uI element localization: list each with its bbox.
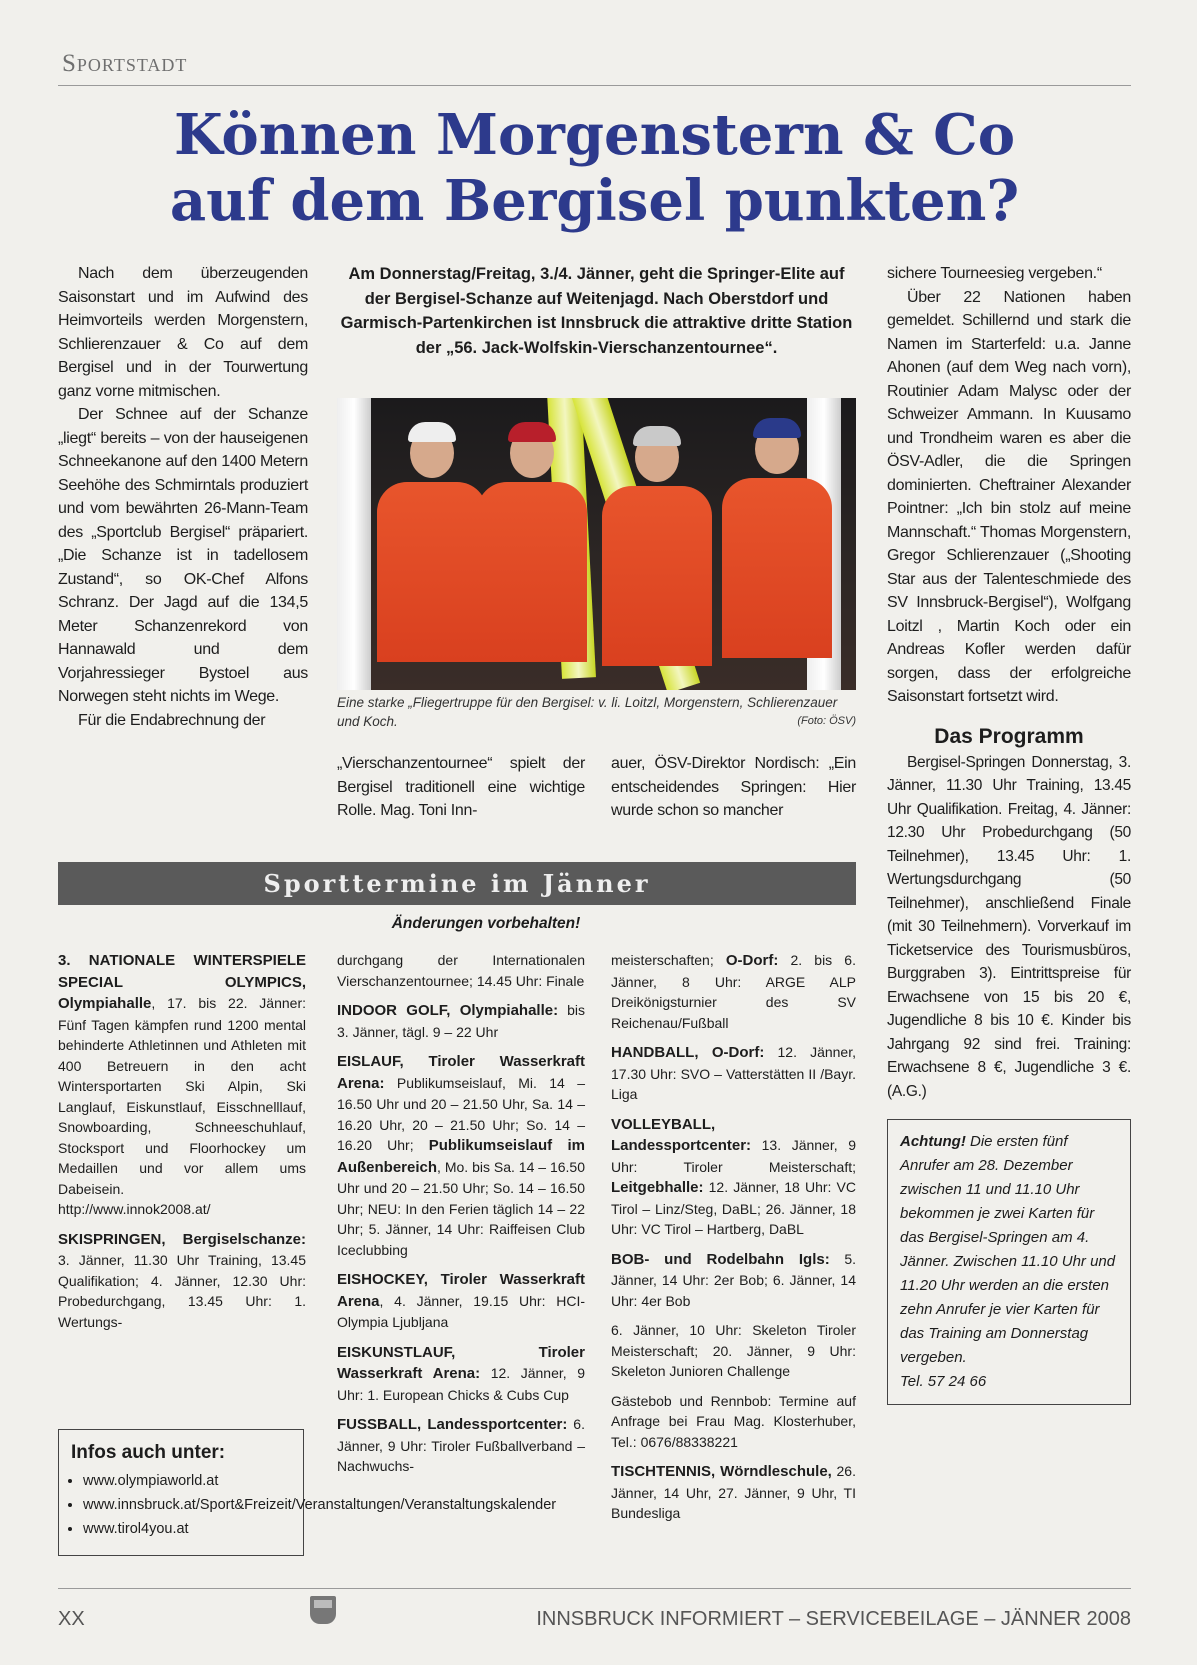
infos-link[interactable]: • www.olympiaworld.at — [83, 1471, 291, 1492]
event-entry — [337, 1000, 585, 1042]
event-entry — [611, 1320, 856, 1382]
header-divider — [58, 85, 1131, 86]
paragraph: Über 22 Nationen haben gemeldet. Schillernd und stark die Namen im Starterfeld: u.a. Janne Ahonen (auf dem Weg nach vorn), Routinier Adam Malysc oder der Schweizer Ammann. In Kuusamo und Trondheim waren es aber die ÖSV-Adler, die die Springen dominierten. Cheftrainer Alexander Pointner: „Ich bin stolz auf meine Mannschaft.“ Thomas Morgenstern, Gregor Schlierenzauer („Shooting Star aus der Talenteschmiede des SV Innsbruck-Bergisel“), Wolfgang Loitzl , Martin Koch oder ein Andreas Kofler werden dafür sorgen, dass der erfolgreiche Saisonstart fortsetzt wird. — [887, 288, 1131, 705]
event-entry — [58, 1199, 306, 1220]
event-heading: EISHOCKEY, Tiroler Wasserkraft Arena — [337, 1271, 585, 1310]
events-column-1 — [58, 950, 306, 1341]
page-number: XX — [58, 1608, 85, 1630]
headline-line-1: Können Morgenstern & Co — [173, 102, 1016, 168]
event-details: 12. Jänner, 18 Uhr: VC Tirol – Linz/Steg, DaBL; 26. Jänner, 18 Uhr: VC Tirol – Hartberg, DaBL — [611, 1179, 856, 1237]
right-column — [887, 262, 1131, 1405]
event-details: , 17. bis 22. Jänner: Fünf Tagen kämpfen rund 1200 mental behinderte Athletinnen und Athleten mit 400 Betreuern in den acht Wintersportarten Ski Alpin, Ski Langlauf, Eiskunstlauf, Eisschnelllauf, Snowboarding, Schneeschuhlauf, Stocksport und Floorhockey um Medaillen und vor allem ums Dabeisein. — [58, 995, 306, 1197]
event-entry — [337, 1342, 585, 1406]
event-details: , 4. Jänner, 19.15 Uhr: HCI-Olympia Ljubljana — [337, 1292, 585, 1330]
infos-link[interactable]: • www.innsbruck.at/Sport&Freizeit/Veranstaltungen/Veranstaltungskalender — [83, 1495, 291, 1516]
achtung-text: Die ersten fünf Anrufer am 28. Dezember zwischen 11 und 11.10 Uhr bekommen je zwei Karten für das Bergisel-Springen am 4. Jänner. Zwischen 11.10 Uhr und 11.20 Uhr werden an die ersten zehn Anrufer je vier Karten für das Training am Donnerstag vergeben. — [900, 1133, 1116, 1366]
event-heading: O-Dorf: — [725, 952, 779, 969]
article-column-2 — [337, 752, 585, 823]
publication-footer: INNSBRUCK INFORMIERT – SERVICEBEILAGE – JÄNNER 2008 — [536, 1608, 1131, 1630]
event-heading: Leitgebhalle: — [611, 1179, 704, 1196]
event-details: 6. Jänner, 9 Uhr: Tiroler Fußballverband – Nachwuchs- — [337, 1416, 585, 1474]
event-heading: Publikumseislauf im Außenbereich — [337, 1137, 586, 1176]
event-details: 5. Jänner, 14 Uhr: 2er Bob; 6. Jänner, 14 Uhr: 4er Bob — [611, 1250, 856, 1309]
achtung-label: Achtung! — [900, 1133, 966, 1150]
event-entry — [58, 950, 306, 1199]
event-heading: SKISPRINGEN, Bergiselschanze: — [58, 1230, 306, 1248]
article-column-1 — [58, 262, 308, 732]
event-entry — [611, 1461, 856, 1524]
event-details: 13. Jänner, 9 Uhr: Tiroler Meisterschaft; — [611, 1137, 856, 1175]
event-entry — [337, 950, 585, 991]
paragraph: „Vierschanzentournee“ spielt der Bergisel traditionell eine wichtige Rolle. Mag. Toni Inn- — [337, 755, 585, 819]
programm-text-block — [887, 751, 1131, 1104]
article-intro: Am Donnerstag/Freitag, 3./4. Jänner, geht die Springer-Elite auf der Bergisel-Schanze auf Weitenjagd. Nach Oberstdorf und Garmisch-Partenkirchen ist Innsbruck die attraktive dritte Station der „56. Jack-Wolfskin-Vierschanzentournee“. — [340, 265, 853, 357]
article-column-4 — [887, 262, 1131, 709]
event-entry — [337, 1414, 585, 1477]
events-note: Änderungen vorbehalten! — [391, 915, 581, 932]
caption-text: Eine starke „Fliegertruppe für den Bergisel: v. li. Loitzl, Morgenstern, Schlierenzauer und Koch. — [337, 695, 838, 729]
event-entry — [337, 1269, 585, 1333]
footer-divider — [58, 1588, 1131, 1589]
event-details: meisterschaften; — [611, 952, 726, 968]
paragraph: Nach dem überzeugenden Saisonstart und im Aufwind des Heimvorteils werden Morgenstern, Schlierenzauer & Co auf dem Bergisel und in der Tourwertung ganz vorne mitmischen. — [58, 265, 308, 400]
event-details: http://www.innok2008.at/ — [58, 1201, 211, 1217]
city-crest-logo — [310, 1596, 336, 1624]
event-heading: BOB- und Rodelbahn Igls: — [611, 1250, 830, 1268]
events-column-2 — [337, 950, 585, 1486]
events-column-3 — [611, 950, 856, 1533]
event-details: Gästebob und Rennbob: Termine auf Anfrage bei Frau Mag. Klosterhuber, Tel.: 0676/88338221 — [611, 1392, 856, 1450]
event-details: Publikumseislauf, Mi. 14 – 16.50 Uhr und 20 – 21.50 Uhr, Sa. 14 – 16.20 Uhr, 20 – 21.50 Uhr; So. 14 – 16.20 Uhr; — [337, 1074, 585, 1153]
photo-caption — [337, 693, 856, 731]
event-heading: HANDBALL, O-Dorf: — [611, 1044, 765, 1061]
photo-credit: (Foto: ÖSV) — [797, 715, 856, 727]
paragraph: auer, ÖSV-Direktor Nordisch: „Ein entscheidendes Springen: Hier wurde schon so mancher — [611, 755, 856, 819]
headline-line-2: auf dem Bergisel punkten? — [169, 168, 1020, 234]
programm-title: Das Programm — [934, 724, 1084, 748]
event-entry — [611, 950, 856, 1033]
event-heading: FUSSBALL, Landessportcenter: — [337, 1416, 568, 1433]
event-details: bis 3. Jänner, tägl. 9 – 22 Uhr — [337, 1002, 585, 1040]
achtung-phone: Tel. 57 24 66 — [900, 1373, 987, 1390]
event-details: durchgang der Internationalen Vierschanzentournee; 14.45 Uhr: Finale — [337, 952, 585, 989]
infos-links — [71, 1471, 557, 1540]
section-label: Sportstadt — [62, 50, 188, 77]
infos-link[interactable]: • www.tirol4you.at — [83, 1519, 291, 1540]
event-heading: EISLAUF, Tiroler Wasserkraft Arena: — [337, 1053, 585, 1092]
event-entry — [337, 1051, 585, 1260]
paragraph: sichere Tourneesieg vergeben.“ — [887, 265, 1102, 282]
event-details: , Mo. bis Sa. 14 – 16.50 Uhr und 20 – 21.50 Uhr; So. 14 – 16.50 Uhr; NEU: In den Ferien täglich 14 – 22 Uhr; 5. Jänner, 14 Uhr: Raiffeisen Club Iceclubbing — [337, 1158, 585, 1258]
event-entry — [611, 1114, 856, 1240]
event-details: 26. Jänner, 14 Uhr, 27. Jänner, 9 Uhr, TI Bundesliga — [611, 1463, 856, 1521]
events-title-bar: Sporttermine im Jänner — [58, 862, 856, 905]
headline — [58, 102, 1131, 234]
achtung-box — [887, 1119, 1131, 1405]
event-heading: EISKUNSTLAUF, Tiroler Wasserkraft Arena: — [337, 1343, 585, 1382]
event-heading: TISCHTENNIS, Wörndleschule, — [611, 1463, 832, 1480]
programm-text: Bergisel-Springen Donnerstag, 3. Jänner, 11.30 Uhr Training, 13.45 Uhr Qualifikation. Freitag, 4. Jänner: 12.30 Uhr Probedurchgang (50 Teilnehmer), 13.45 Uhr: 1. Wertungsdurchgang (50 Teilnehmer), anschließend Finale (mit 30 Teilnehmern). Vorverkauf im Ticketservice des Tourismusbüros, Burggraben 3). Eintrittspreise für Erwachsene von 15 bis 20 €, Jugendliche 8 bis 10 €. Kinder bis Jahrgang 92 sind frei. Training: Erwachsene 8 €, Jugendliche 3 €. (A.G.) — [887, 753, 1131, 1100]
event-details: 2. bis 6. Jänner, 8 Uhr: ARGE ALP Dreikönigsturnier des SV Reichenau/Fußball — [611, 952, 856, 1031]
infos-title: Infos auch unter: — [71, 1442, 226, 1463]
event-entry — [611, 1391, 856, 1453]
event-details: 12. Jänner, 17.30 Uhr: SVO – Vatterstätten II /Bayr. Liga — [611, 1044, 856, 1102]
team-photo — [337, 398, 856, 690]
event-heading: 3. NATIONALE WINTERSPIELE SPECIAL OLYMPICS, Olympiahalle — [58, 952, 306, 1012]
event-heading: INDOOR GOLF, Olympiahalle: — [337, 1002, 559, 1019]
paragraph: Der Schnee auf der Schanze „liegt“ bereits – von der hauseigenen Schneekanone auf den 1400 Metern Seehöhe des Schmirntals produziert und vom bewährten 26-Mann-Team des „Sportclub Bergisel“ präpariert. „Die Schanze ist in tadellosem Zustand“, so OK-Chef Alfons Schranz. Der Jagd auf die 134,5 Meter Schanzenrekord von Hannawald und dem Vorjahressieger Bystoel aus Norwegen steht nichts im Wege. — [58, 406, 308, 705]
event-details: 12. Jänner, 9 Uhr: 1. European Chicks & Cubs Cup — [337, 1365, 585, 1403]
event-entry — [58, 1229, 306, 1333]
event-details: 6. Jänner, 10 Uhr: Skeleton Tiroler Meisterschaft; 20. Jänner, 9 Uhr: Skeleton Junioren Challenge — [611, 1322, 856, 1379]
article-column-3 — [611, 752, 856, 823]
event-heading: VOLLEYBALL, Landessportcenter: — [611, 1115, 752, 1154]
event-entry — [611, 1042, 856, 1105]
paragraph: Für die Endabrechnung der — [78, 711, 266, 729]
event-entry — [611, 1249, 856, 1312]
event-details: 3. Jänner, 11.30 Uhr Training, 13.45 Qualifikation; 4. Jänner, 12.30 Uhr: Probedurchgang, 13.45 Uhr: 1. Wertungs- — [58, 1252, 306, 1330]
